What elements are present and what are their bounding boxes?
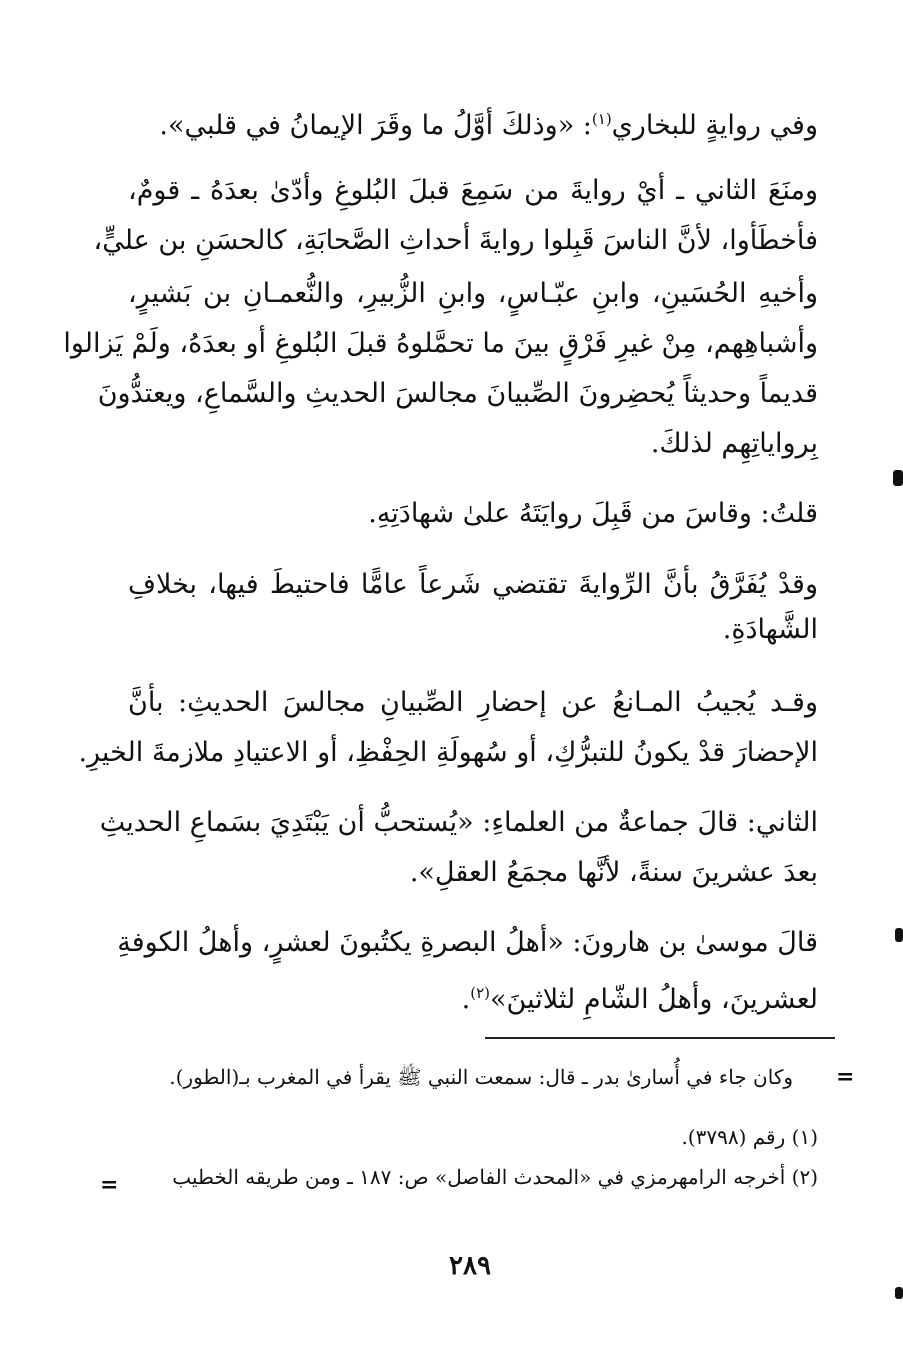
footnote-1: (١) رقم (٣٧٩٨). [681,1125,818,1149]
body-line: وقدْ يُفَرَّقُ بأنَّ الرِّوايةَ تقتضي شَرعاً عامًّا فاحتيطَ فيها، بخلافِ [128,569,818,600]
footnote-continuation: وكان جاء في أُسارىٰ بدر ـ قال: سمعت النبي ﷺ يقرأ في المغرب بـ(الطور). [169,1065,793,1089]
scan-mark [895,928,903,942]
line-text: لعشرينَ، وأهلُ الشّامِ لثلاثينَ» [490,984,818,1015]
body-line [128,973,818,1020]
body-line: قديماً وحديثاً يُحضِرونَ الصِّبيانَ مجالسَ الحديثِ والسَّماعِ، ويعتدُّونَ [97,378,818,409]
footnote-ref: (٢) [470,984,491,1002]
page-number: ٢٨٩ [449,1251,491,1281]
body-line: وقـد يُجيبُ المـانعُ عن إحضارِ الصِّبيانِ مجالسَ الحديثِ: بأنَّ [128,687,818,718]
body-line: بِرواياتِهِم لذلكَ. [650,428,818,459]
continuation-marker: = [100,1172,119,1198]
body-line: الشَّهادَةِ. [722,614,818,645]
body-line: قالَ موسىٰ بن هارونَ: «أهلُ البصرةِ يكتُبونَ لعشرٍ، وأهلُ الكوفةِ [117,927,818,958]
body-line: ومنَعَ الثاني ـ أيْ روايةَ من سَمِعَ قبلَ البُلوغِ وأدّىٰ بعدَهُ ـ قومٌ، [128,175,818,206]
continuation-marker: = [836,1064,855,1090]
body-line [128,99,818,146]
body-line: قلتُ: وقاسَ من قَبِلَ روايَتَهُ علىٰ شهادَتِهِ. [368,498,818,529]
body-line: وأشباهِهم، مِنْ غيرِ فَرْقٍ بينَ ما تحمَّلوهُ قبلَ البُلوغِ أو بعدَهُ، ولَمْ يَزالوا [63,328,818,359]
footnote-ref: (١) [591,110,612,128]
body-line: الثاني: قالَ جماعةٌ من العلماءِ: «يُستحبُّ أن يَبْتَدِيَ بسَماعِ الحديثِ [99,807,818,838]
line-text: . [461,984,471,1015]
footnote-2: (٢) أخرجه الرامهرمزي في «المحدث الفاصل» ص: ١٨٧ ـ ومن طريقه الخطيب [172,1165,818,1189]
body-line: وأخيهِ الحُسَينِ، وابنِ عبّـاسٍ، وابنِ الزُّبيرِ، والنُّعمـانِ بن بَشيرٍ، [128,278,818,309]
footnote-separator [485,1037,835,1039]
line-text: : «وذلكَ أوَّلُ ما وقَرَ الإيمانُ في قلبي». [159,110,592,141]
scan-mark [893,470,903,486]
body-line: فأخطَأوا، لأنَّ الناسَ قَبِلوا روايةَ أحداثِ الصَّحابَةِ، كالحسَنِ بن عليٍّ، [93,225,818,256]
line-text: وفي روايةٍ للبخاري [611,110,818,141]
scan-mark [895,1287,903,1299]
body-line: الإحضارَ قدْ يكونُ للتبرُّكِ، أو سُهولَةِ الحِفْظِ، أو الاعتيادِ ملازمةَ الخيرِ. [78,737,818,768]
body-line: بعدَ عشرينَ سنةً، لأنَّها مجمَعُ العقلِ». [409,857,818,888]
